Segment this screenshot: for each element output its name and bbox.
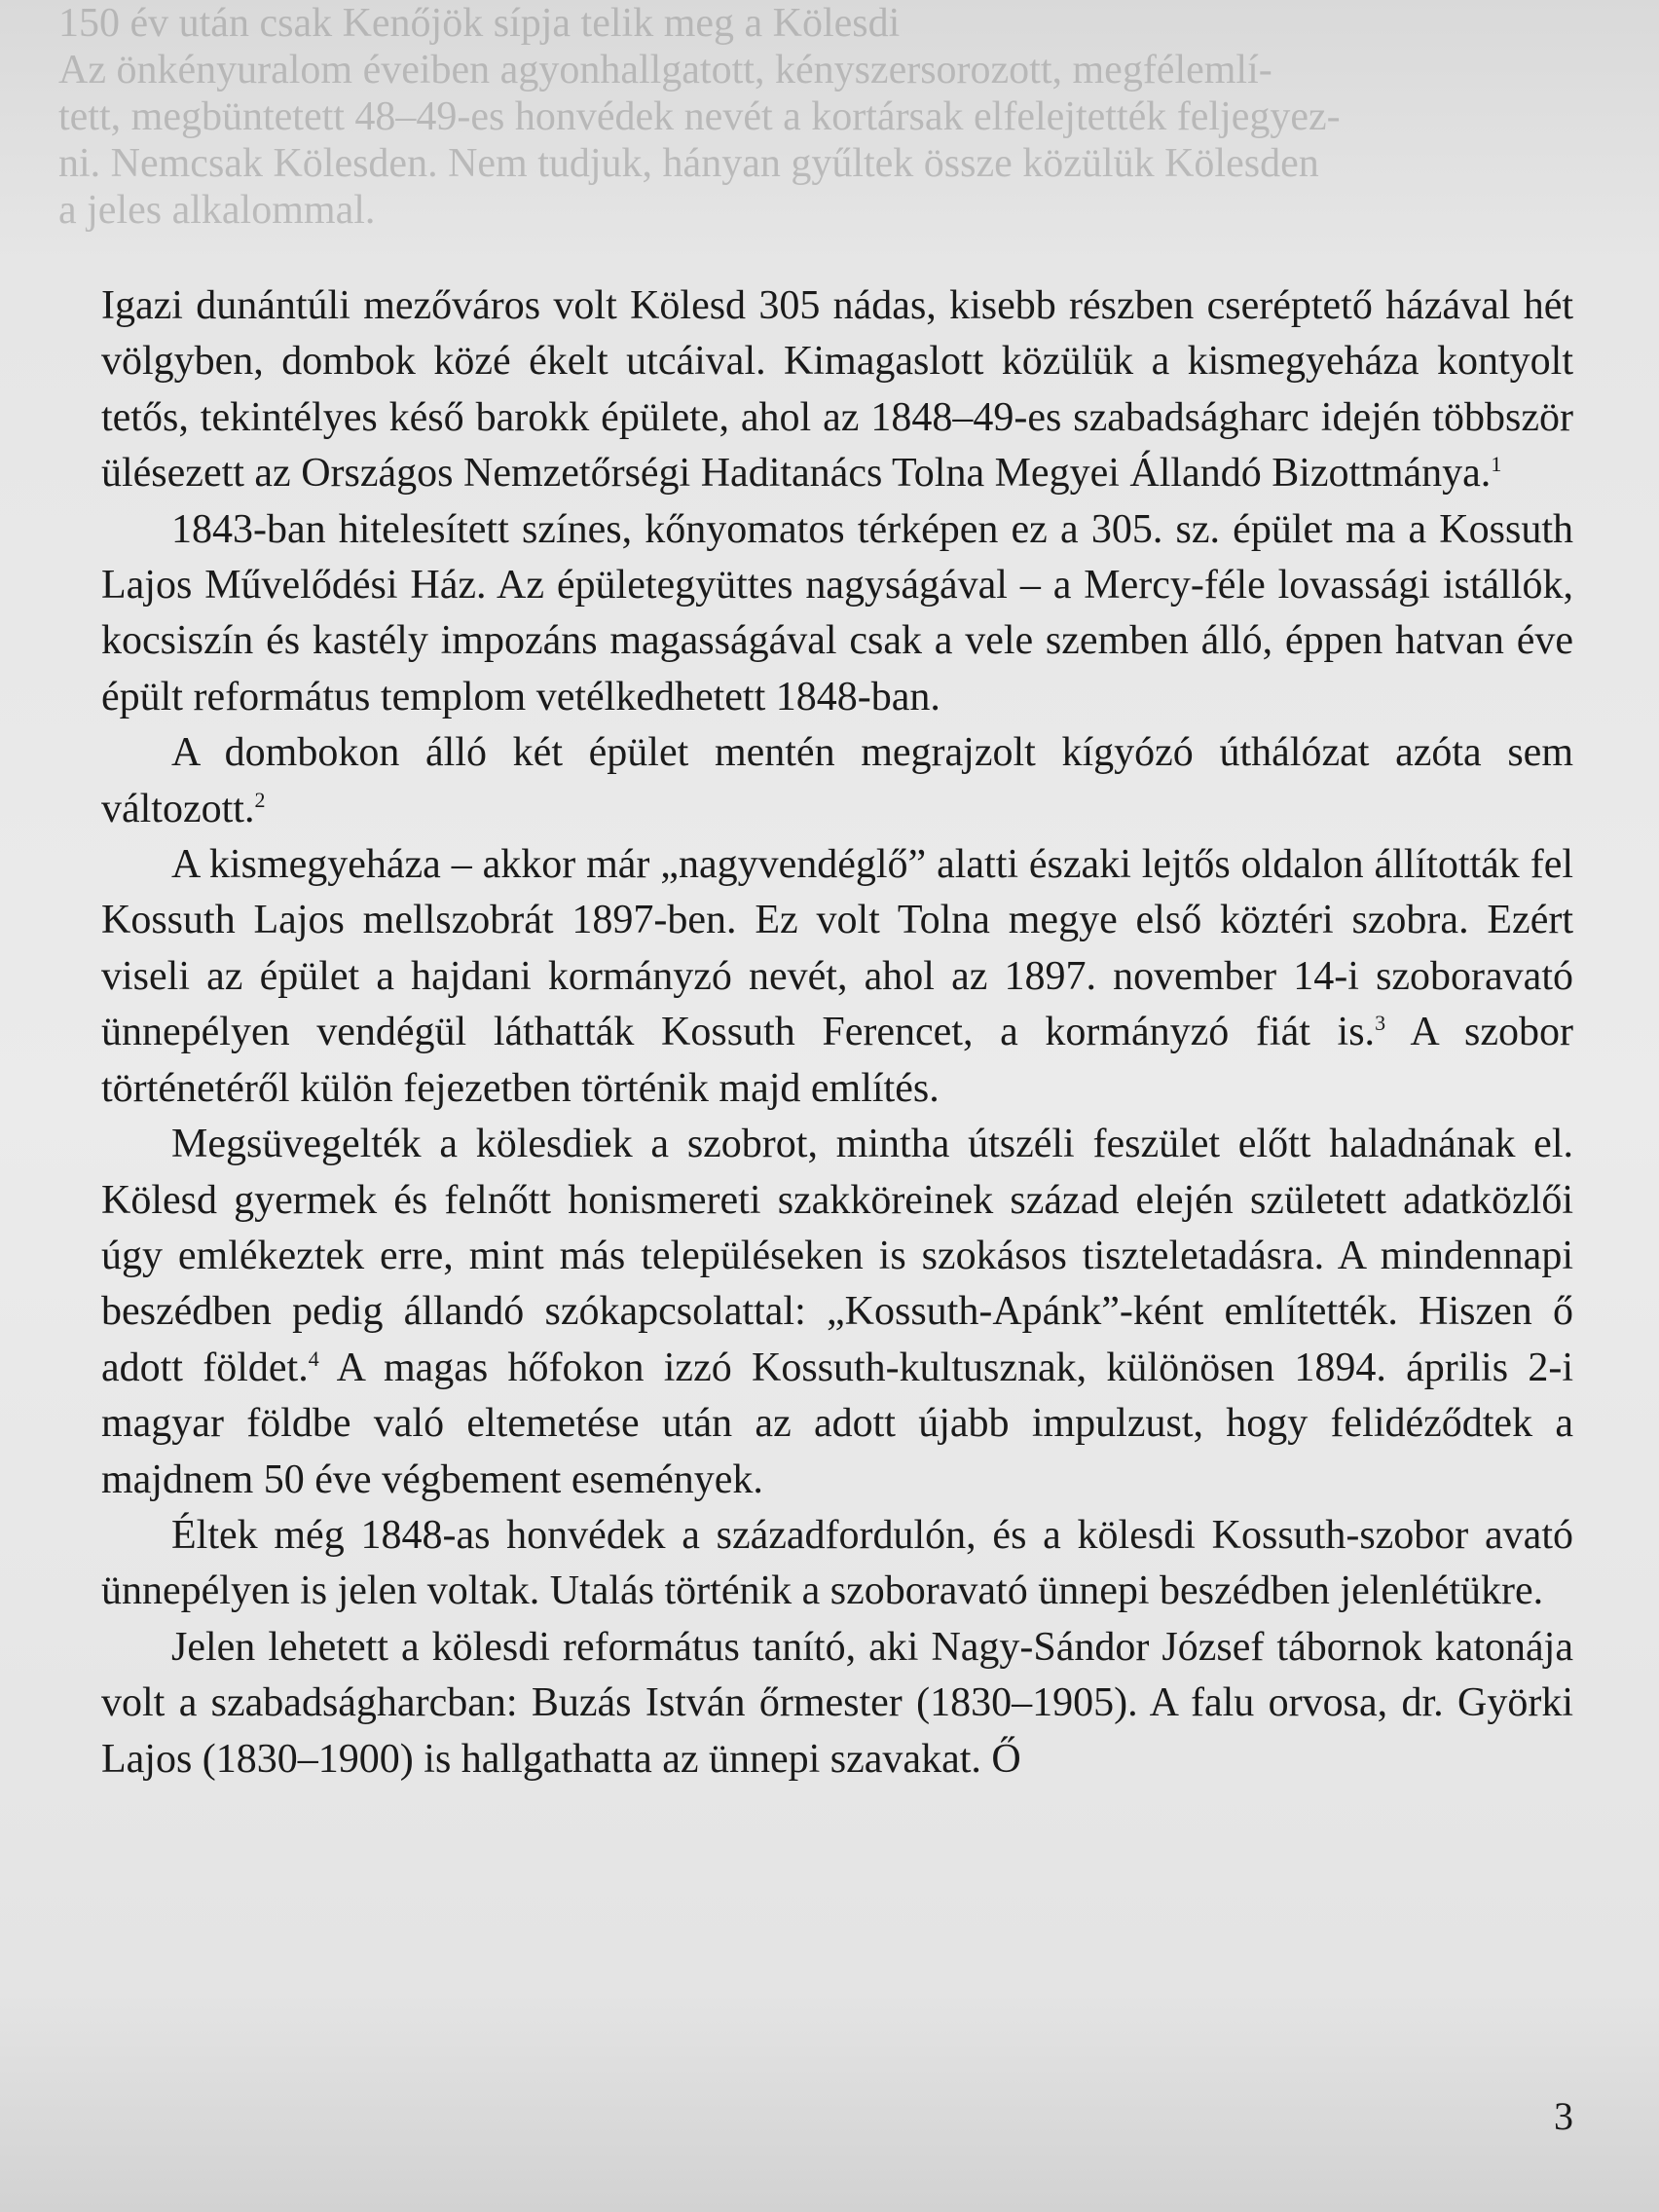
paragraph-text: 1843-ban hitelesített színes, kőnyomatos térképen ez a 305. sz. épület ma a Kossuth Lajos Művelődési Ház. Az épületegyüttes nagyságával – a Mercy-féle lovassági istállók, kocsiszín és kastély impozáns magasságával csak a vele szemben álló, éppen hatvan éve épült református templom vetélkedhetett 1848-ban.: [101, 506, 1573, 719]
paragraph-text-tail: A szobor történetéről külön fejezetben történik majd említés.: [101, 1010, 1574, 1111]
paragraph-text: Igazi dunántúli mezőváros volt Kölesd 305 nádas, kisebb részben cseréptető házával hét völgyben, dombok közé ékelt utcáival. Kimagaslott közülük a kismegyeháza kontyolt tetős, tekintélyes késő barokk épülete, ahol az 1848–49-es szabadságharc idején többször ülésezett az Országos Nemzetőrségi Haditanács Tolna Megyei Állandó Bizottmánya.: [101, 283, 1573, 497]
paragraph-7: [101, 1620, 1573, 1788]
bleed-line: a jeles alkalommal.: [58, 188, 376, 233]
footnote-ref: 3: [1375, 1011, 1386, 1036]
footnote-ref: 4: [308, 1346, 319, 1371]
paragraph-4: [101, 837, 1573, 1117]
paragraph-5: [101, 1117, 1573, 1508]
footnote-ref: 2: [254, 787, 266, 812]
paragraph-text-tail: A magas hőfokon izzó Kossuth-kultusznak, különösen 1894. április 2-i magyar földbe való eltemetése után az adott újabb impulzust, hogy felidéződtek a majdnem 50 éve végbement események.: [101, 1345, 1573, 1502]
bleed-line: 150 év után csak Kenőjök sípja telik meg a Kölesdi: [58, 1, 901, 46]
bleed-through-text: [58, 0, 1616, 282]
page-body: [101, 278, 1573, 1788]
paragraph-text: Éltek még 1848-as honvédek a századfordulón, és a kölesdi Kossuth-szobor avató ünnepélyen is jelen voltak. Utalás történik a szoboravató ünnepi beszédben jelenlétükre.: [101, 1512, 1573, 1614]
bleed-line: tett, megbüntetett 48–49-es honvédek nevét a kortársak elfelejtették feljegyez-: [58, 94, 1341, 139]
paragraph-text: Jelen lehetett a kölesdi református tanító, aki Nagy-Sándor József tábornok katonája volt a szabadságharcban: Buzás István őrmester (1830–1905). A falu orvosa, dr. Györki Lajos (1830–1900) is hallgathatta az ünnepi szavakat. Ő: [101, 1624, 1573, 1782]
page-number: 3: [1554, 2094, 1573, 2138]
paragraph-3: [101, 725, 1573, 837]
paragraph-text: A kismegyeháza – akkor már „nagyvendéglő” alatti északi lejtős oldalon állították fel Kossuth Lajos mellszobrát 1897-ben. Ez volt Tolna megye első köztéri szobra. Ezért viseli az épület a hajdani kormányzó nevét, ahol az 1897. november 14-i szoboravató ünnepélyen vendégül láthatták Kossuth Ferencet, a kormányzó fiát is.: [101, 842, 1573, 1055]
bleed-line: Az önkényuralom éveiben agyonhallgatott, kényszersorozott, megfélemlí-: [58, 48, 1272, 92]
footnote-ref: 1: [1491, 452, 1502, 477]
paragraph-text: A dombokon álló két épület mentén megrajzolt kígyózó úthálózat azóta sem változott.: [101, 730, 1573, 831]
bleed-line: ni. Nemcsak Kölesden. Nem tudjuk, hányan gyűltek össze közülük Kölesden: [58, 141, 1319, 186]
paragraph-2: [101, 502, 1573, 726]
paragraph-6: [101, 1508, 1573, 1620]
paragraph-1: [101, 278, 1573, 502]
paragraph-text: Megsüvegelték a kölesdiek a szobrot, mintha útszéli feszület előtt haladnának el. Kölesd gyermek és felnőtt honismereti szakköreinek század elején született adatközlői úgy emlékeztek erre, mint más településeken is szokásos tiszteletadásra. A mindennapi beszédben pedig állandó szókapcsolattal: „Kossuth-Apánk”-ként említették. Hiszen ő adott földet.: [101, 1122, 1573, 1390]
